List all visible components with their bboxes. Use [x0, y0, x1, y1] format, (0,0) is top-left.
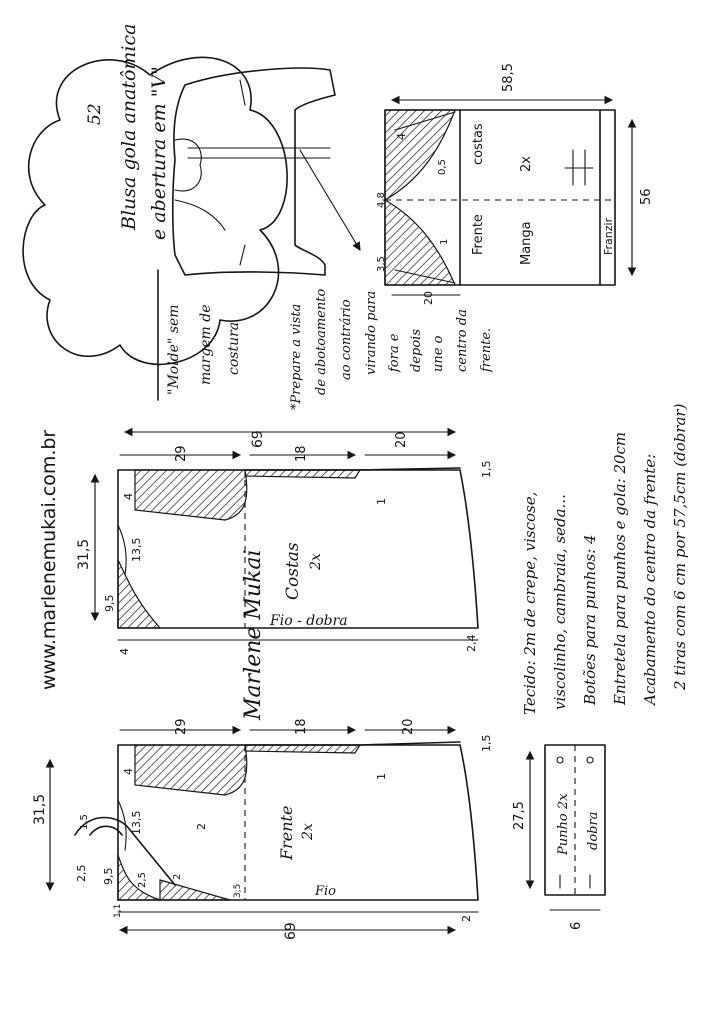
costas-dim-shoulder: 29: [174, 445, 189, 462]
manga-label-costas: costas: [471, 123, 486, 165]
molde-line3: costura: [226, 321, 242, 375]
manga-dim-cap-left: 4: [395, 133, 408, 140]
materials-line3: Botões para punhos: 4: [581, 534, 599, 705]
materials-line4: Entretela para punhos e gola: 20cm: [611, 431, 629, 705]
vista-line6: depois: [409, 329, 424, 372]
costas-dim-armhole: 13,5: [130, 537, 143, 562]
costas-fio: Fio - dobra: [270, 613, 348, 629]
vista-line3: ao contrário: [339, 299, 354, 380]
signature: [241, 549, 266, 721]
title-line1: Blusa gola anatômica: [118, 23, 140, 230]
frente-label: Frente: [277, 805, 296, 860]
frente-dim-length: 69: [283, 922, 299, 940]
punho-label: Punho 2x: [556, 793, 571, 855]
frente-count: 2x: [300, 823, 316, 840]
svg-text:Marlene Mukai: Marlene Mukai: [241, 549, 266, 720]
costas-dim-hem-rise: 1,5: [480, 460, 493, 478]
punho-piece: [512, 745, 605, 930]
title-line2: e abertura em "V": [148, 66, 170, 240]
costas-dim-corner: 4: [118, 648, 131, 655]
molde-line2: margem de: [198, 304, 214, 385]
manga-label-frente: Frente: [471, 214, 486, 255]
frente-dim-neck-depth: 4: [122, 768, 135, 775]
costas-dim-neck-depth: 4: [122, 493, 135, 500]
website: [38, 430, 60, 690]
materials-line6: 2 tiras com 6 cm por 57,5cm (dobrar): [671, 403, 689, 690]
frente-dim-collar-b: 2,5: [137, 872, 148, 888]
costas-label: Costas: [283, 542, 303, 600]
frente-dim-small-a: 1,1: [113, 903, 123, 918]
costas-piece: [76, 430, 493, 655]
frente-fio: Fio: [315, 884, 337, 899]
vista-line4: virando para: [364, 290, 379, 375]
vista-line7: une o: [431, 335, 446, 372]
costas-dim-width: 31,5: [76, 538, 92, 570]
manga-dim-low: 3,5: [376, 256, 387, 272]
costas-dim-bottom: 2,4: [465, 634, 478, 652]
costas-dim-side: 18: [294, 445, 309, 462]
frente-dim-hem: 20: [401, 718, 416, 735]
costas-count: 2x: [308, 553, 324, 570]
materials-line5: Acabamento do centro da frente:: [641, 453, 659, 705]
costas-dim-hem: 20: [394, 431, 409, 448]
frente-dim-collar-c: 1,5: [79, 814, 90, 830]
vista-note: [289, 289, 494, 410]
frente-dim-shoulder: 29: [174, 718, 189, 735]
costas-dim-length: 69: [250, 430, 266, 448]
blouse-sketch: [173, 68, 335, 275]
frente-dim-bottom: 2: [460, 915, 473, 922]
manga-dim-top: 58,5: [501, 63, 516, 92]
manga-franzir: Franzir: [602, 217, 615, 255]
molde-note-box: [158, 270, 242, 400]
frente-dim-collar-a: 2,5: [75, 864, 88, 882]
frente-piece: [32, 718, 493, 940]
frente-dim-one: 1: [375, 773, 388, 780]
manga-piece: [376, 63, 654, 305]
manga-dim-height: 20: [422, 291, 435, 305]
title-cloud: [23, 24, 287, 365]
materials-line1: Tecido: 2m de crepe, viscose,: [521, 491, 539, 715]
frente-dim-hem-rise: 1,5: [480, 734, 493, 752]
manga-dim-side: 56: [639, 188, 654, 205]
manga-label-piece: Manga: [519, 221, 534, 265]
costas-dim-one: 1: [375, 498, 388, 505]
punho-dim-width: 6: [569, 921, 584, 930]
punho-dim-length: 27,5: [512, 801, 527, 830]
frente-dim-armhole: 13,5: [130, 810, 143, 835]
frente-dim-side: 18: [294, 718, 309, 735]
punho-dobra: dobra: [586, 811, 601, 850]
pattern-number: 52: [85, 103, 105, 125]
materials-text: [521, 403, 689, 715]
manga-dim-small: 1: [439, 238, 450, 245]
vista-line8: centro da: [455, 309, 470, 372]
frente-dim-neck-width: 9,5: [102, 867, 115, 885]
frente-dim-small-b: 3,5: [233, 883, 243, 898]
vista-line5: fora e: [387, 333, 402, 372]
molde-line1: "Molde" sem: [166, 304, 182, 395]
manga-count: 2x: [519, 156, 534, 172]
svg-text:www.marlenemukai.com.br: www.marlenemukai.com.br: [38, 429, 60, 690]
frente-dim-two: 2: [195, 823, 208, 830]
manga-dim-mid: 4,8: [376, 192, 387, 208]
costas-dim-neck-width: 9,5: [103, 594, 116, 612]
manga-dim-cap-right: 0,5: [437, 159, 448, 175]
vista-line9: frente.: [479, 327, 494, 372]
frente-dim-width: 31,5: [32, 793, 48, 825]
materials-line2: viscolinho, cambraia, seda...: [551, 494, 569, 710]
vista-line1: *Prepare a vista: [289, 303, 304, 410]
vista-line2: de abotoamento: [314, 288, 329, 395]
frente-dim-collar-d: 2: [172, 873, 183, 880]
